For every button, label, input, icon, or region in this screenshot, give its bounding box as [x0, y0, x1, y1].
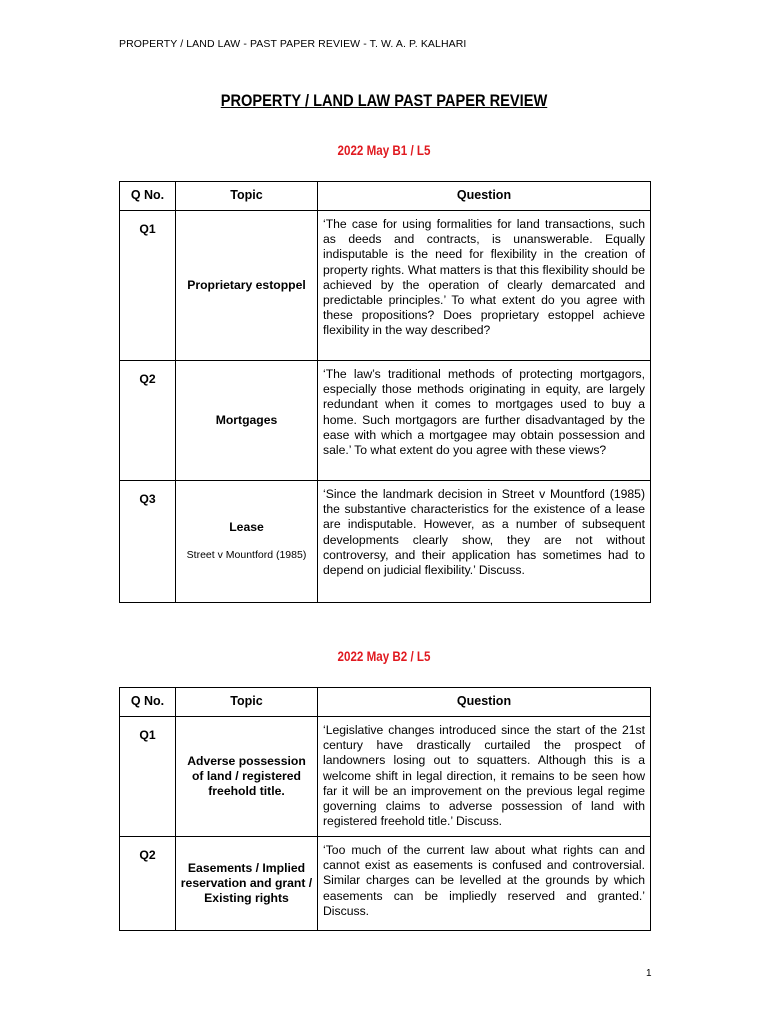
column-header-topic: Topic: [176, 182, 318, 211]
column-header-question: Question: [318, 688, 651, 717]
question-topic: [176, 481, 318, 603]
column-header-qno: Q No.: [120, 182, 176, 211]
table-header-row: [120, 688, 651, 717]
question-topic: Easements / Implied reservation and grant / Existing rights: [176, 837, 318, 931]
question-text: ‘Since the landmark decision in Street v Mountford (1985) the substantive characteristics for the existence of a lease are indisputable. However, as a number of subsequent developments clearly show, they are not without controversy, and their application has sometimes had to depend on judicial flexibility.’ Discuss.: [318, 481, 651, 603]
topic-case-reference: Street v Mountford (1985): [186, 548, 307, 561]
question-text: ‘The case for using formalities for land transactions, such as deeds and contracts, is unanswerable. Equally indisputable is the need for flexibility in the creation of property rights. What matters is that this flexibility should be achieved by the operation of clearly demarcated and predictable principles.’ To what extent do you agree with these propositions? Does proprietary estoppel achieve flexibility in the way described?: [318, 211, 651, 361]
question-table-b2: [119, 687, 651, 931]
table-row: [120, 211, 651, 361]
question-topic: Mortgages: [176, 361, 318, 481]
document-title: PROPERTY / LAND LAW PAST PAPER REVIEW: [220, 91, 548, 110]
question-number: Q1: [120, 211, 176, 361]
question-number: Q2: [120, 837, 176, 931]
column-header-question: Question: [318, 182, 651, 211]
section-heading-2022-may-b1: 2022 May B1 / L5: [337, 143, 431, 158]
running-header: PROPERTY / LAND LAW - PAST PAPER REVIEW - T. W. A. P. KALHARI: [119, 38, 467, 50]
question-table-b1: [119, 181, 651, 603]
question-topic: Adverse possession of land / registered freehold title.: [176, 717, 318, 837]
page-number: 1: [646, 968, 652, 979]
column-header-qno: Q No.: [120, 688, 176, 717]
table-row: [120, 481, 651, 603]
table-row: [120, 717, 651, 837]
question-number: Q2: [120, 361, 176, 481]
topic-label: Lease: [229, 520, 264, 535]
table-row: [120, 837, 651, 931]
question-number: Q1: [120, 717, 176, 837]
question-number: Q3: [120, 481, 176, 603]
column-header-topic: Topic: [176, 688, 318, 717]
question-topic: Proprietary estoppel: [176, 211, 318, 361]
question-text: ‘Too much of the current law about what rights can and cannot exist as easements is confused and controversial. Similar charges can be levelled at the grounds by which easements can be impliedly reserved and granted.’ Discuss.: [318, 837, 651, 931]
question-text: ‘The law’s traditional methods of protecting mortgagors, especially those methods originating in equity, are largely redundant when it comes to mortgages used to buy a home. Such mortgagors are further disadvantaged by the ease with which a mortgagee may obtain possession and sale.’ To what extent do you agree with these views?: [318, 361, 651, 481]
table-header-row: [120, 182, 651, 211]
table-row: [120, 361, 651, 481]
question-text: ‘Legislative changes introduced since the start of the 21st century have drastically curtailed the prospect of landowners losing out to squatters. Although this is a welcome shift in legal direction, it remains to be seen how far it will be an improvement on the previous legal regime governing claims to adverse possession of land with registered freehold title.’ Discuss.: [318, 717, 651, 837]
section-heading-2022-may-b2: 2022 May B2 / L5: [337, 649, 431, 664]
